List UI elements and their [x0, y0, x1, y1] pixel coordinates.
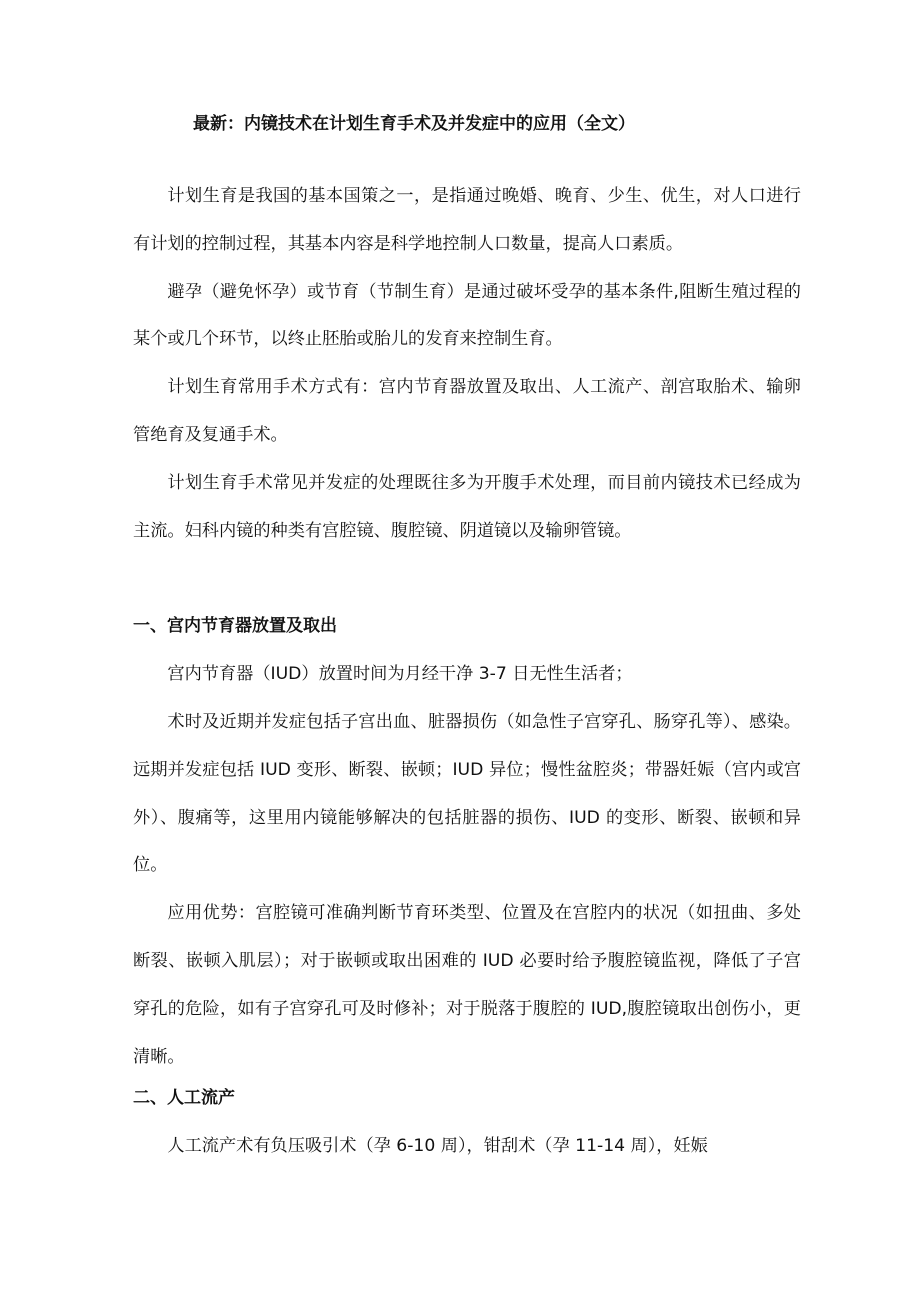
section2-paragraph-1: 人工流产术有负压吸引术（孕 6-10 周），钳刮术（孕 11-14 周），妊娠 [167, 1136, 708, 1157]
section-abortion [133, 1075, 801, 1171]
intro-paragraph-1: 计划生育是我国的基本国策之一，是指通过晚婚、晚育、少生、优生，对人口进行有计划的控制过程，其基本内容是科学地控制人口数量，提高人口素质。 [133, 186, 801, 254]
blank-line [133, 555, 801, 603]
section1-paragraph-1: 宫内节育器（IUD）放置时间为月经干净 3-7 日无性生活者； [167, 664, 633, 685]
section-heading-abortion: 二、人工流产 [133, 1088, 235, 1109]
document-body [133, 173, 801, 1171]
intro-paragraph-4: 计划生育手术常见并发症的处理既往多为开腹手术处理，而目前内镜技术已经成为主流。妇科内镜的种类有宫腔镜、腹腔镜、阴道镜以及输卵管镜。 [133, 472, 801, 541]
section-iud [133, 603, 801, 1081]
section1-paragraph-2: 术时及近期并发症包括子宫出血、脏器损伤（如急性子宫穿孔、肠穿孔等）、感染。远期并发症包括 IUD 变形、断裂、嵌顿；IUD 异位；慢性盆腔炎；带器妊娠（宫内或宫外）、腹痛等，这里用内镜能够解决的包括脏器的损伤、IUD 的变形、断裂、嵌顿和异位。 [133, 711, 801, 876]
intro-paragraph-2: 避孕（避免怀孕）或节育（节制生育）是通过破坏受孕的基本条件,阻断生殖过程的某个或几个环节，以终止胚胎或胎儿的发育来控制生育。 [133, 281, 801, 350]
section1-paragraph-3: 应用优势：宫腔镜可准确判断节育环类型、位置及在宫腔内的状况（如扭曲、多处断裂、嵌顿入肌层）；对于嵌顿或取出困难的 IUD 必要时给予腹腔镜监视，降低了子宫穿孔的危险，如有子宫穿孔可及时修补；对于脱落于腹腔的 IUD,腹腔镜取出创伤小，更清晰。 [133, 903, 801, 1067]
document-title: 最新：内镜技术在计划生育手术及并发症中的应用（全文） [193, 114, 635, 134]
section-heading-iud: 一、宫内节育器放置及取出 [133, 616, 337, 637]
intro-paragraph-3: 计划生育常用手术方式有：宫内节育器放置及取出、人工流产、剖宫取胎术、输卵管绝育及复通手术。 [133, 377, 801, 445]
